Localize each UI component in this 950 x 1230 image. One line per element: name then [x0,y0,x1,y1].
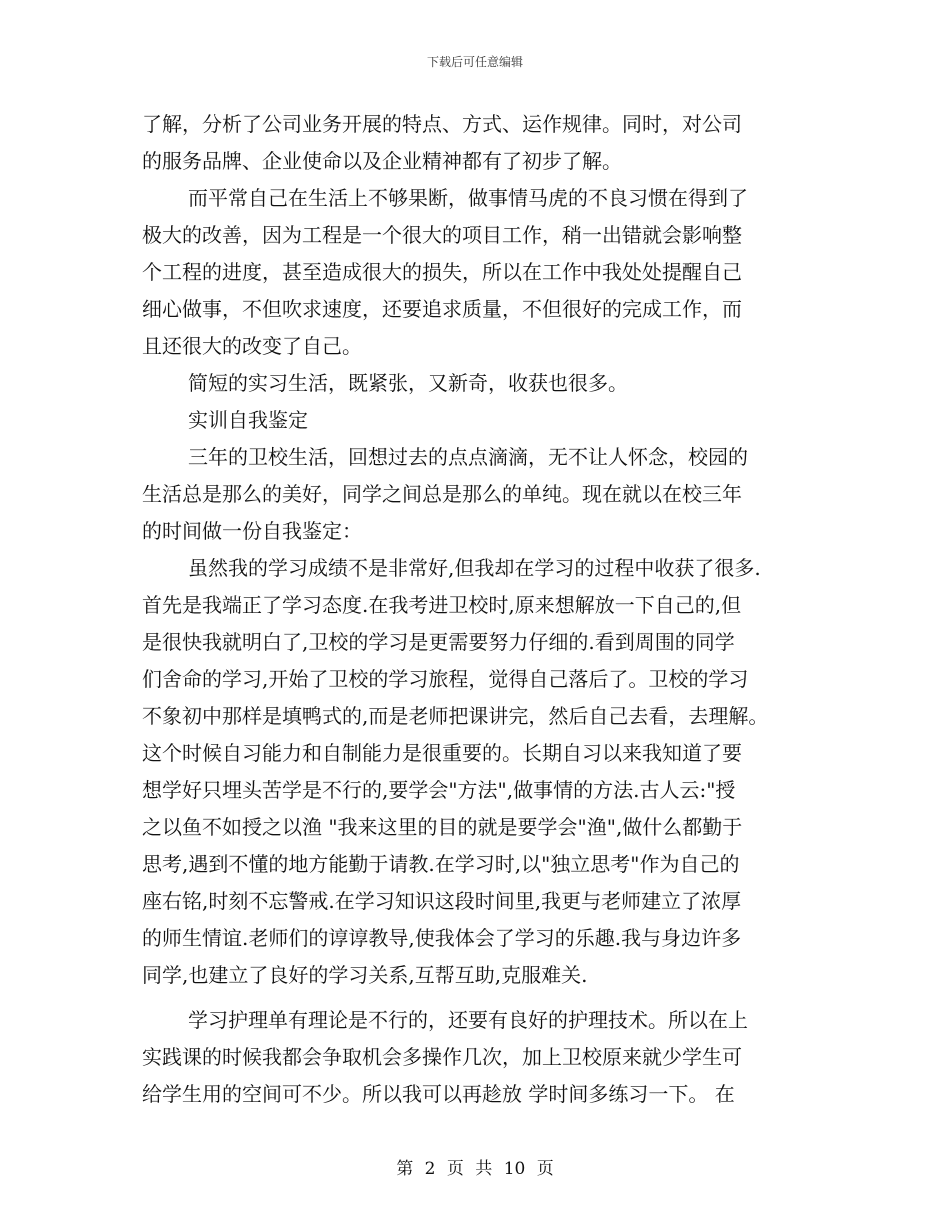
text-line: 细心做事，不但吹求速度，还要追求质量，不但很好的完成工作，而 [142,297,742,321]
text-line: 且还很大的改变了自己。 [142,334,362,358]
text-line: 同学,也建立了良好的学习关系,互帮互助,克服难关. [142,963,588,987]
text-line: 首先是我端正了学习态度.在我考进卫校时,原来想解放一下自己的,但 [142,593,742,617]
document-body [142,106,810,1113]
text-line: 给学生用的空间可不少。所以我可以再趁放 学时间多练习一下。 在 [142,1082,735,1106]
text-line: 们舍命的学习,开始了卫校的学习旅程，觉得自己落后了。卫校的学习 [142,667,749,691]
text-line: 极大的改善，因为工程是一个很大的项目工作，稍一出错就会影响整 [142,223,742,247]
text-line: 的师生情谊.老师们的谆谆教导,使我体会了学习的乐趣.我与身边许多 [142,926,742,950]
text-line: 的服务品牌、企业使命以及企业精神都有了初步了解。 [142,149,622,173]
text-line: 这个时候自习能力和自制能力是很重要的。长期自习以来我知道了要 [142,741,742,765]
text-line: 三年的卫校生活，回想过去的点点滴滴，无不让人怀念，校园的 [188,445,748,469]
text-line: 简短的实习生活，既紧张，又新奇，收获也很多。 [188,371,628,395]
text-line: 之以鱼不如授之以渔 "我来这里的目的就是要学会"渔",做什么都勤于 [142,815,743,839]
text-line: 虽然我的学习成绩不是非常好,但我却在学习的过程中收获了很多. [188,556,761,580]
text-line: 而平常自己在生活上不够果断，做事情马虎的不良习惯在得到了 [188,186,748,210]
page-header: 下载后可任意编辑 [426,55,523,69]
text-line: 想学好只埋头苦学是不行的,要学会"方法",做事情的方法.古人云:"授 [142,778,736,802]
section-heading: 实训自我鉴定 [188,408,308,432]
text-line: 了解，分析了公司业务开展的特点、方式、运作规律。同时，对公司 [142,112,742,136]
text-line: 学习护理单有理论是不行的，还要有良好的护理技术。所以在上 [188,1008,748,1032]
text-line: 不象初中那样是填鸭式的,而是老师把课讲完，然后自己去看，去理解。 [142,704,769,728]
text-line: 个工程的进度，甚至造成很大的损失，所以在工作中我处处提醒自己 [142,260,742,284]
text-line: 生活总是那么的美好，同学之间总是那么的单纯。现在就以在校三年 [142,482,742,506]
text-line: 思考,遇到不懂的地方能勤于请教.在学习时,以"独立思考"作为自己的 [142,852,740,876]
text-line: 实践课的时候我都会争取机会多操作几次，加上卫校原来就少学生可 [142,1045,742,1069]
page-footer: 第 2 页 共 10 页 [396,1159,554,1179]
text-line: 的时间做一份自我鉴定： [142,519,362,543]
text-line: 是很快我就明白了,卫校的学习是更需要努力仔细的.看到周围的同学 [142,630,735,654]
text-line: 座右铭,时刻不忘警戒.在学习知识这段时间里,我更与老师建立了浓厚 [142,889,742,913]
